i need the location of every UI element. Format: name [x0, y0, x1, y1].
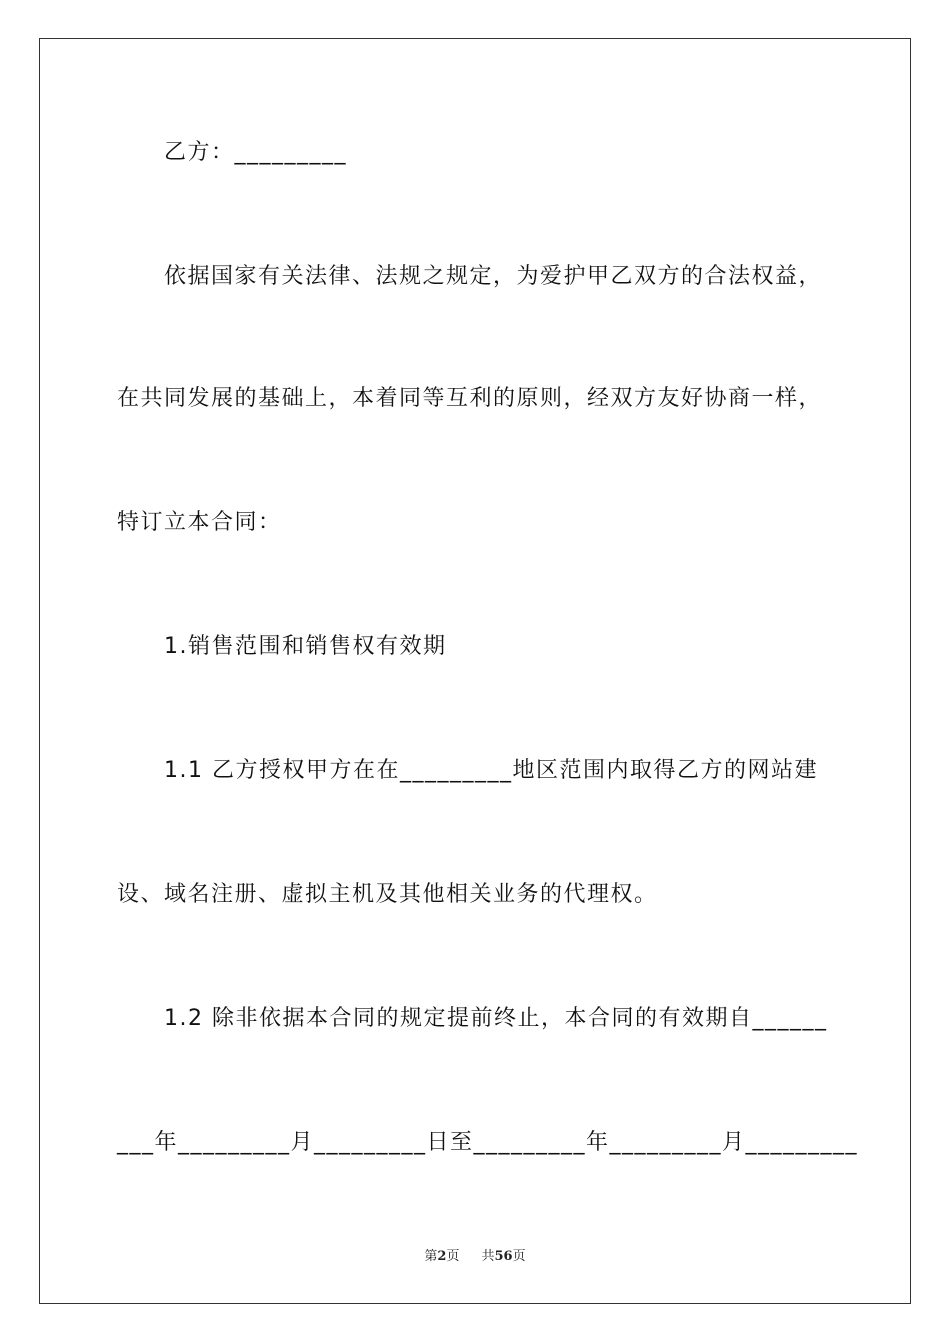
paragraph-intro-line-1: 依据国家有关法律、法规之规定，为爱护甲乙双方的合法权益，: [164, 264, 823, 289]
paragraph-intro-line-3: 特订立本合同：: [117, 510, 282, 535]
footer-total-suffix: 页: [512, 1249, 526, 1264]
party-b-line: 乙方：_________: [164, 140, 348, 165]
clause-1-2-line-1: 1.2 除非依据本合同的规定提前终止，本合同的有效期自______: [164, 1006, 828, 1031]
paragraph-intro-line-2: 在共同发展的基础上，本着同等互利的原则，经双方友好协商一样，: [117, 386, 823, 411]
footer-page-number: 2: [437, 1249, 447, 1264]
clause-1-1-line-2: 设、域名注册、虚拟主机及其他相关业务的代理权。: [117, 882, 658, 907]
footer-page-prefix: 第: [424, 1249, 438, 1264]
section-1-heading: 1.销售范围和销售权有效期: [164, 634, 447, 659]
page-border: [39, 38, 911, 1304]
clause-1-1-line-1: 1.1 乙方授权甲方在在_________地区范围内取得乙方的网站建: [164, 758, 818, 783]
footer-total-prefix: 共: [481, 1249, 495, 1264]
clause-1-2-line-2: ___年_________月_________日至_________年_________月_________: [117, 1130, 859, 1155]
footer-page-suffix: 页: [446, 1249, 460, 1264]
footer-total-pages: 56: [494, 1249, 513, 1264]
page-footer: [0, 1248, 950, 1266]
